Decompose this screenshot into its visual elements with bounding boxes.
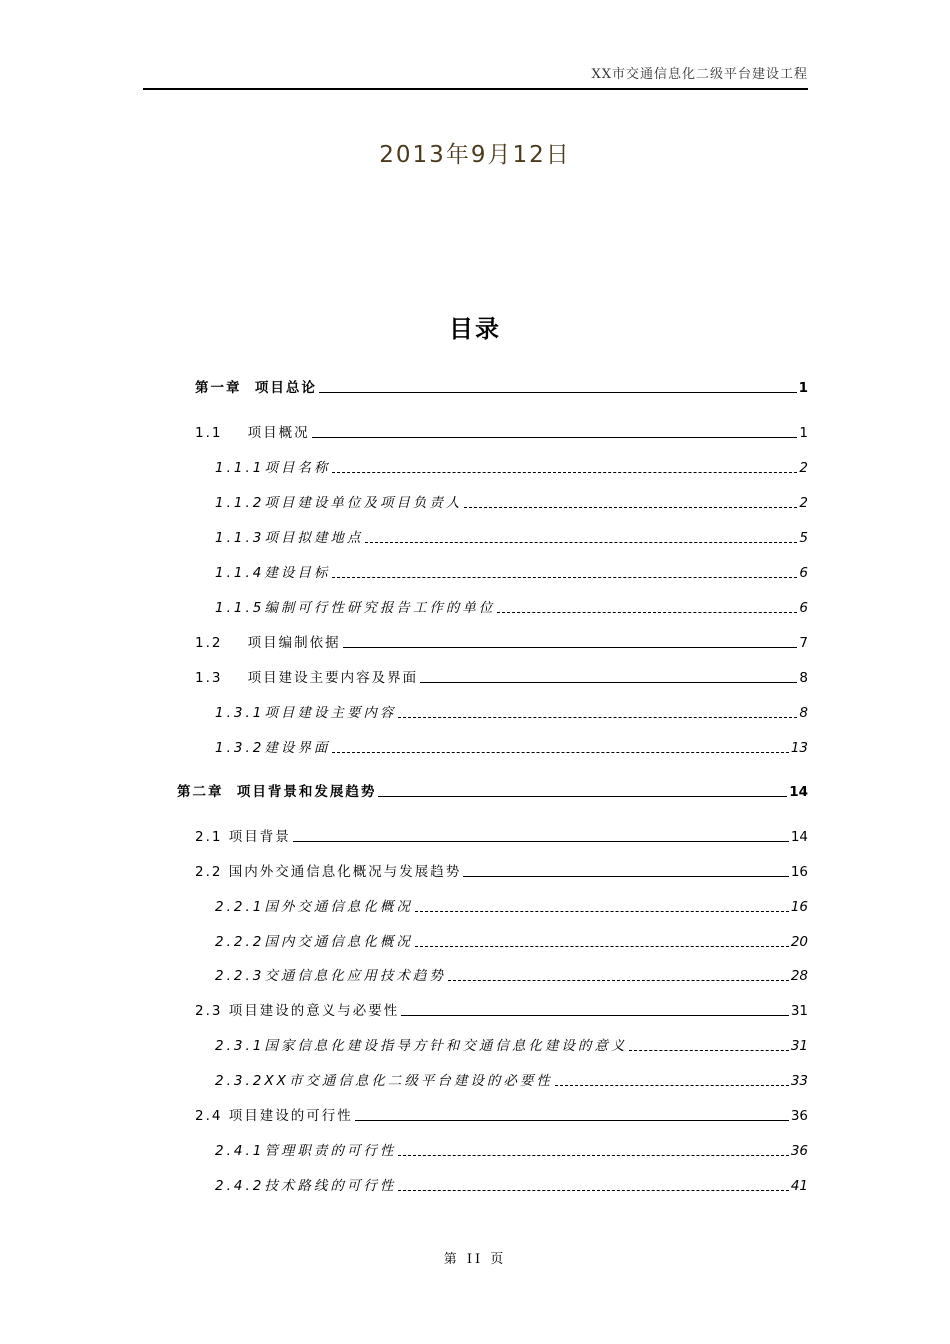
- document-date: 2013年9月12日: [379, 142, 571, 168]
- toc-entry-2-3-1[interactable]: [215, 1032, 808, 1054]
- page-number-footer: 第 II 页: [443, 1252, 507, 1267]
- toc-entry-label: 2.2.1国外交通信息化概况: [215, 899, 413, 915]
- toc-entry-label: 1.2 项目编制依据: [195, 635, 341, 651]
- toc-entry-label: 2.2 国内外交通信息化概况与发展趋势: [195, 864, 462, 880]
- toc-entry-2-3[interactable]: [195, 997, 808, 1019]
- toc-entry-label: 1.1.4建设目标: [215, 565, 331, 581]
- toc-entry-page: 1: [798, 380, 808, 396]
- toc-entry-1-1-5[interactable]: [215, 594, 808, 616]
- toc-entry-page: 2: [799, 495, 808, 511]
- toc-leader: [497, 612, 797, 613]
- toc-entry-2-2-2[interactable]: [215, 928, 808, 950]
- toc-leader: [398, 717, 797, 718]
- toc-entry-2-4[interactable]: [195, 1102, 808, 1124]
- toc-entry-label: 2.3.1国家信息化建设指导方针和交通信息化建设的意义: [215, 1038, 628, 1054]
- toc-entry-label: 1.3.1项目建设主要内容: [215, 705, 397, 721]
- toc-entry-page: 36: [790, 1108, 808, 1124]
- toc-entry-2-2[interactable]: [195, 858, 808, 880]
- toc-entry-label: 第二章 项目背景和发展趋势: [177, 784, 377, 800]
- toc-entry-1-1-1[interactable]: [215, 454, 808, 476]
- toc-leader: [420, 682, 797, 683]
- toc-entry-2-2-1[interactable]: [215, 893, 808, 915]
- toc-entry-2-2-3[interactable]: [215, 962, 808, 984]
- toc-entry-page: 6: [799, 600, 808, 616]
- toc-entry-1-1-4[interactable]: [215, 559, 808, 581]
- toc-entry-label: 2.3.2XX市交通信息化二级平台建设的必要性: [215, 1073, 553, 1089]
- toc-leader: [365, 542, 797, 543]
- toc-entry-1-1[interactable]: [195, 419, 808, 441]
- toc-entry-page: 14: [789, 784, 808, 800]
- toc-entry-label: 2.4.2技术路线的可行性: [215, 1178, 397, 1194]
- toc-entry-page: 16: [790, 899, 808, 915]
- toc-leader: [343, 647, 798, 648]
- toc-entry-label: 1.3.2建设界面: [215, 740, 331, 756]
- toc-entry-page: 7: [799, 635, 808, 651]
- toc-leader: [401, 1015, 789, 1016]
- toc-entry-label: 第一章 项目总论: [195, 380, 317, 396]
- toc-entry-page: 20: [790, 934, 808, 950]
- toc-entry-page: 41: [790, 1178, 808, 1194]
- toc-entry-page: 28: [790, 968, 808, 984]
- toc-leader: [312, 437, 798, 438]
- toc-entry-label: 2.4 项目建设的可行性: [195, 1108, 353, 1124]
- toc-entry-label: 2.2.3交通信息化应用技术趋势: [215, 968, 446, 984]
- toc-entry-page: 31: [790, 1038, 808, 1054]
- toc-entry-2-4-2[interactable]: [215, 1172, 808, 1194]
- toc-entry-1-2[interactable]: [195, 629, 808, 651]
- toc-leader: [448, 980, 789, 981]
- toc-leader: [398, 1155, 788, 1156]
- toc-entry-1-3[interactable]: [195, 664, 808, 686]
- toc-entry-1-3-2[interactable]: [215, 734, 808, 756]
- toc-entry-page: 33: [790, 1073, 808, 1089]
- toc-entry-label: 2.1 项目背景: [195, 829, 291, 845]
- toc-leader: [332, 472, 797, 473]
- toc-entry-1-1-2[interactable]: [215, 489, 808, 511]
- toc-entry-label: 1.1 项目概况: [195, 425, 310, 441]
- toc-entry-2-3-2[interactable]: [215, 1067, 808, 1089]
- toc-leader: [629, 1050, 788, 1051]
- toc-entry-page: 14: [790, 829, 808, 845]
- toc-entry-label: 2.3 项目建设的意义与必要性: [195, 1003, 400, 1019]
- toc-entry-label: 1.1.1项目名称: [215, 460, 331, 476]
- toc-entry-page: 31: [790, 1003, 808, 1019]
- toc-entry-label: 2.2.2国内交通信息化概况: [215, 934, 413, 950]
- toc-entry-page: 2: [799, 460, 808, 476]
- toc-leader: [293, 841, 789, 842]
- toc-entry-page: 1: [799, 425, 808, 441]
- toc-entry-page: 6: [799, 565, 808, 581]
- toc-leader: [415, 946, 789, 947]
- toc-leader: [415, 911, 789, 912]
- toc-entry-label: 2.4.1管理职责的可行性: [215, 1143, 397, 1159]
- toc-entry-label: 1.1.5编制可行性研究报告工作的单位: [215, 600, 496, 616]
- toc-entry-2-1[interactable]: [195, 823, 808, 845]
- toc-leader: [398, 1190, 788, 1191]
- toc-leader: [332, 577, 797, 578]
- toc-leader: [555, 1085, 789, 1086]
- toc-leader: [319, 392, 797, 393]
- running-header: XX市交通信息化二级平台建设工程: [143, 66, 808, 90]
- toc-entry-1-3-1[interactable]: [215, 699, 808, 721]
- toc-entry-label: 1.1.2项目建设单位及项目负责人: [215, 495, 463, 511]
- toc-entry-page: 36: [790, 1143, 808, 1159]
- toc-entry-label: 1.3 项目建设主要内容及界面: [195, 670, 419, 686]
- toc-leader: [378, 796, 787, 797]
- toc-entry-chapter-1[interactable]: [195, 374, 808, 396]
- toc-entry-page: 5: [799, 530, 808, 546]
- toc-leader: [464, 507, 797, 508]
- toc-title: 目录: [449, 315, 501, 343]
- toc-entry-1-1-3[interactable]: [215, 524, 808, 546]
- toc-entry-page: 13: [790, 740, 808, 756]
- toc-entry-page: 8: [799, 670, 808, 686]
- toc-leader: [355, 1120, 789, 1121]
- toc-entry-chapter-2[interactable]: [177, 778, 808, 800]
- toc-entry-label: 1.1.3项目拟建地点: [215, 530, 364, 546]
- toc-entry-2-4-1[interactable]: [215, 1137, 808, 1159]
- toc-leader: [332, 752, 788, 753]
- toc-entry-page: 8: [799, 705, 808, 721]
- toc-entry-page: 16: [790, 864, 808, 880]
- toc-leader: [463, 876, 789, 877]
